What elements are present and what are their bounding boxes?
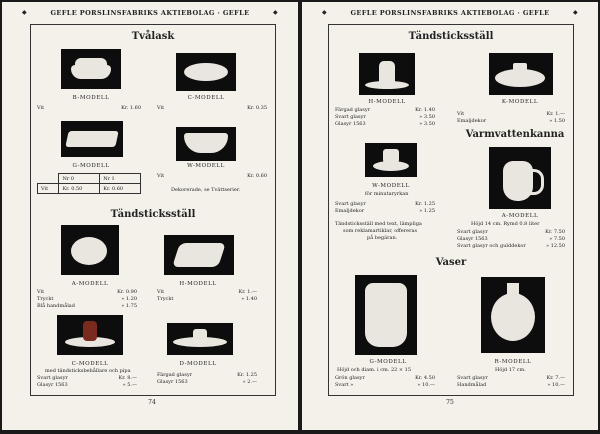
right-match-title: Tändsticksställ: [408, 31, 494, 42]
vase-r-row: Svart glasyr Kr. 7.—: [457, 375, 565, 381]
soap-g-photo: [61, 121, 123, 157]
match-h-row: Vit Kr. 1.—: [157, 289, 257, 295]
right-match-h-caption: H-MODELL: [368, 99, 406, 105]
jug-caption: A-MODELL: [501, 213, 539, 219]
match-d-row: Färgad glasyr Kr. 1.25: [157, 372, 257, 378]
vase-r-caption: R-MODELL: [494, 359, 532, 365]
soap-b-photo: [61, 49, 121, 89]
soap-c-photo: [176, 53, 236, 91]
left-frame: [30, 24, 276, 396]
left-header: [2, 2, 298, 24]
right-match-h-photo: [359, 53, 415, 95]
soap-g-caption: G-MODELL: [72, 163, 110, 169]
soap-w-caption: W-MODELL: [187, 163, 225, 169]
diamond-icon: ◆: [572, 9, 578, 16]
match-d-photo: [167, 323, 233, 355]
right-match-note: på begäran.: [367, 235, 398, 241]
match-c-row: Svart glasyr Kr. 8.—: [37, 375, 137, 381]
match-a-row: Blå handmålad » 1.75: [37, 303, 137, 309]
right-match-note: som reklamartiklar, offereras: [343, 228, 418, 234]
match-d-caption: D-MODELL: [179, 361, 217, 367]
right-match-w-caption: W-MODELL: [372, 183, 410, 189]
match-h-row: Tryckt » 1.40: [157, 296, 257, 302]
left-header-text: GEFLE PORSLINSFABRIKS AKTIEBOLAG · GEFLE: [50, 9, 250, 17]
jug-title: Varmvattenkanna: [465, 129, 565, 140]
match-a-caption: A-MODELL: [71, 281, 109, 287]
match-h-caption: H-MODELL: [179, 281, 217, 287]
right-match-h-row: Färgad glasyr Kr. 1.40: [335, 107, 435, 113]
match-c-row: Glasyr 1563 » 5.—: [37, 382, 137, 388]
vase-title: Vaser: [435, 257, 467, 268]
right-match-note: Tändsticksställ med text, lämpliga: [335, 221, 422, 227]
right-match-w-photo: [365, 143, 417, 177]
soap-w-row: [157, 173, 267, 179]
soap-c-caption: C-MODELL: [187, 95, 225, 101]
left-page: [2, 2, 298, 430]
soap-w-note: Dekorerade, se Tvättserier.: [171, 187, 241, 193]
row-label: Vit: [38, 184, 59, 194]
soap-b-row: [37, 105, 141, 111]
row-label: Vit: [37, 105, 45, 111]
row-label: Vit: [157, 105, 165, 111]
soap-c-row: [157, 105, 267, 111]
vase-g-sub: Höjd och diam. i cm. 22 × 15: [337, 367, 412, 373]
match-a-row: Tryckt » 1.20: [37, 296, 137, 302]
right-frame: [328, 24, 574, 396]
right-match-w-row: Svart glasyr Kr. 1.25: [335, 201, 435, 207]
right-match-h-row: Glasyr 1563 » 3.50: [335, 121, 435, 127]
vase-r-photo: [481, 277, 545, 353]
jug-photo: [489, 147, 551, 209]
match-title: Tändsticksställ: [110, 209, 196, 220]
right-match-h-row: Svart glasyr » 3.50: [335, 114, 435, 120]
row-price: Kr. 0.60: [247, 173, 267, 179]
right-match-w-row: Emaljdekor » 1.25: [335, 208, 435, 214]
row-price: Kr. 0.35: [247, 105, 267, 111]
match-c-caption: C-MODELL: [71, 361, 109, 367]
right-match-k-row: Emaljdekor » 1.50: [457, 118, 565, 124]
col-header: Nr 0: [59, 174, 100, 184]
right-page-number: 75: [446, 399, 454, 406]
left-page-number: 74: [148, 399, 156, 406]
jug-row: Svart glasyr Kr. 7.50: [457, 229, 565, 235]
jug-sub: Höjd 14 cm. Rymd 0.8 liter: [471, 221, 540, 227]
vase-r-sub: Höjd 17 cm.: [495, 367, 526, 373]
right-page: [302, 2, 598, 430]
vase-r-row: Handmålad » 10.—: [457, 382, 565, 388]
match-c-sub: med tändsticksbehållare och pipa: [45, 368, 131, 374]
col-header: Nr 1: [100, 174, 141, 184]
soap-title: Tvålask: [131, 31, 175, 42]
right-match-k-caption: K-MODELL: [501, 99, 539, 105]
vase-g-caption: G-MODELL: [369, 359, 407, 365]
row-price: Kr. 0.50: [59, 184, 100, 194]
soap-b-caption: B-MODELL: [72, 95, 110, 101]
right-match-w-sub: för minutaryrkan: [365, 191, 409, 197]
row-price: Kr. 0.60: [100, 184, 141, 194]
soap-w-photo: [176, 127, 236, 161]
diamond-icon: ◆: [322, 9, 328, 16]
vase-g-photo: [355, 275, 417, 355]
match-c-photo: [57, 315, 123, 355]
match-d-row: Glasyr 1563 » 2.—: [157, 379, 257, 385]
jug-row: Svart glasyr och gulddekor » 12.50: [457, 243, 565, 249]
row-label: Vit: [157, 173, 165, 179]
jug-row: Glasyr 1563 » 7.50: [457, 236, 565, 242]
right-header: [302, 2, 598, 24]
soap-g-table: [37, 173, 141, 194]
right-header-text: GEFLE PORSLINSFABRIKS AKTIEBOLAG · GEFLE: [350, 9, 550, 17]
right-match-k-photo: [489, 53, 553, 95]
diamond-icon: ◆: [22, 9, 28, 16]
vase-g-row: Grön glasyr Kr. 4.50: [335, 375, 435, 381]
match-a-photo: [61, 225, 119, 275]
row-price: Kr. 1.60: [121, 105, 141, 111]
match-h-photo: [164, 235, 234, 275]
right-match-k-row: Vit Kr. 1.—: [457, 111, 565, 117]
diamond-icon: ◆: [272, 9, 278, 16]
vase-g-row: Svart » » 10.—: [335, 382, 435, 388]
match-a-row: Vit Kr. 0.90: [37, 289, 137, 295]
